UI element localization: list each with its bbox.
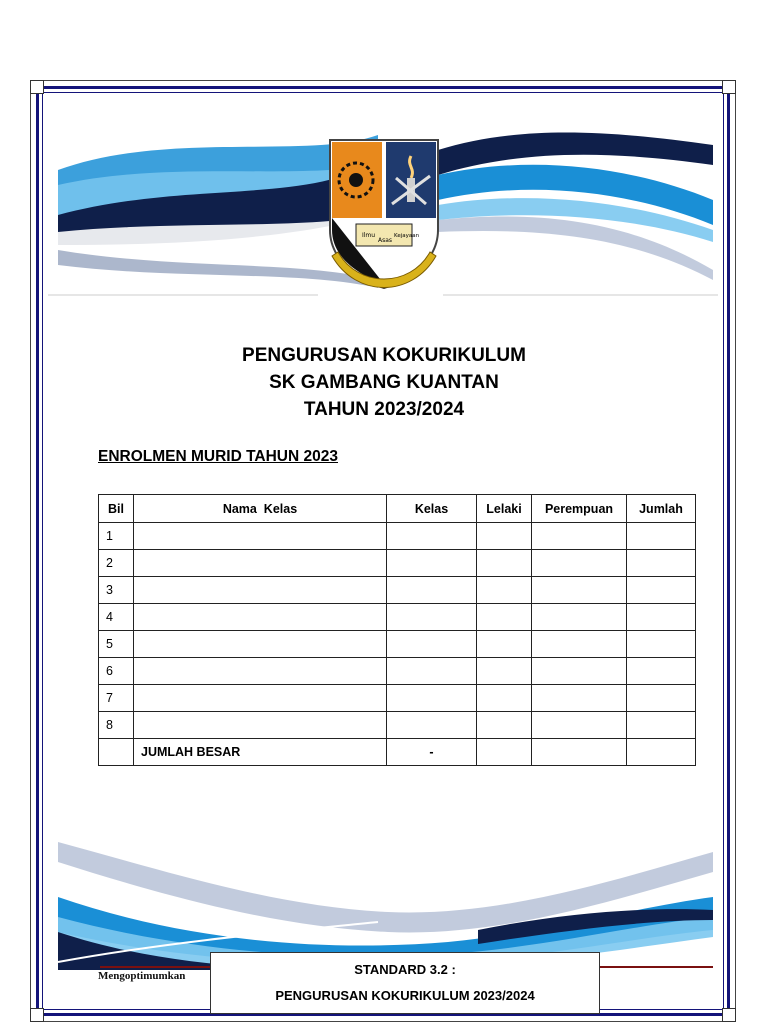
cell-lelaki[interactable] [477,631,532,658]
table-row [99,658,696,685]
cell-perempuan[interactable] [532,577,627,604]
table-row [99,523,696,550]
cell-bil-empty [99,739,134,766]
cell-bil: 2 [99,550,134,577]
document-title-line-1: PENGURUSAN KOKURIKULUM [242,345,526,366]
cell-perempuan[interactable] [532,604,627,631]
cell-kelas[interactable] [387,712,477,739]
table-row [99,577,696,604]
cell-lelaki[interactable] [477,685,532,712]
column-header-nama-kelas: Nama Kelas [134,495,387,523]
cell-jumlah[interactable] [627,631,696,658]
cell-total-kelas[interactable]: - [387,739,477,766]
cell-kelas[interactable] [387,658,477,685]
standard-title: PENGURUSAN KOKURIKULUM 2023/2024 [275,988,535,1003]
cell-jumlah[interactable] [627,577,696,604]
cell-jumlah[interactable] [627,523,696,550]
cell-nama-kelas[interactable] [134,577,387,604]
column-header-perempuan: Perempuan [532,495,627,523]
cell-bil: 5 [99,631,134,658]
cell-nama-kelas[interactable] [134,604,387,631]
column-header-lelaki: Lelaki [477,495,532,523]
cell-jumlah[interactable] [627,712,696,739]
cell-perempuan[interactable] [532,523,627,550]
corner-mark-top-right [722,80,736,94]
table-row [99,604,696,631]
enrolment-table [98,494,696,766]
cell-perempuan[interactable] [532,550,627,577]
bottom-wave-banner [48,812,718,972]
cell-kelas[interactable] [387,577,477,604]
cell-kelas[interactable] [387,523,477,550]
cell-jumlah[interactable] [627,685,696,712]
column-header-bil: Bil [99,495,134,523]
corner-mark-top-left [30,80,44,94]
cell-lelaki[interactable] [477,577,532,604]
cell-lelaki[interactable] [477,523,532,550]
cell-lelaki[interactable] [477,604,532,631]
cell-total-label: JUMLAH BESAR [134,739,387,766]
table-total-row [99,739,696,766]
cell-perempuan[interactable] [532,712,627,739]
standard-code: STANDARD 3.2 : [354,962,456,977]
column-header-kelas: Kelas [387,495,477,523]
cell-kelas[interactable] [387,685,477,712]
crest-ribbon-word-3: Kejayaan [394,233,420,239]
cell-nama-kelas[interactable] [134,631,387,658]
table-row [99,712,696,739]
cell-nama-kelas[interactable] [134,658,387,685]
cell-jumlah[interactable] [627,550,696,577]
cell-lelaki[interactable] [477,658,532,685]
document-title-line-3: TAHUN 2023/2024 [303,399,465,420]
cell-jumlah[interactable] [627,658,696,685]
cell-total-lelaki[interactable] [477,739,532,766]
cell-kelas[interactable] [387,631,477,658]
table-row [99,550,696,577]
cell-kelas[interactable] [387,604,477,631]
cell-bil: 8 [99,712,134,739]
cell-total-jumlah[interactable] [627,739,696,766]
corner-mark-bottom-left [30,1008,44,1022]
section-heading: ENROLMEN MURID TAHUN 2023 [98,448,338,465]
footer-motto-fragment: Mengoptimumkan [98,970,186,982]
cell-total-perempuan[interactable] [532,739,627,766]
cell-kelas[interactable] [387,550,477,577]
crest-ribbon-word-1: Ilmu [362,232,376,239]
cell-bil: 1 [99,523,134,550]
corner-mark-bottom-right [722,1008,736,1022]
school-crest-logo [326,138,442,300]
cell-bil: 4 [99,604,134,631]
cell-nama-kelas[interactable] [134,712,387,739]
cell-perempuan[interactable] [532,631,627,658]
cell-bil: 3 [99,577,134,604]
cell-jumlah[interactable] [627,604,696,631]
cell-perempuan[interactable] [532,685,627,712]
cell-nama-kelas[interactable] [134,550,387,577]
cell-nama-kelas[interactable] [134,685,387,712]
cell-bil: 7 [99,685,134,712]
document-title-line-2: SK GAMBANG KUANTAN [269,372,499,393]
cell-perempuan[interactable] [532,658,627,685]
cell-nama-kelas[interactable] [134,523,387,550]
cell-lelaki[interactable] [477,712,532,739]
crest-ribbon-word-2: Asas [378,237,393,244]
table-header-row [99,495,696,523]
table-row [99,685,696,712]
cell-bil: 6 [99,658,134,685]
table-row [99,631,696,658]
cell-lelaki[interactable] [477,550,532,577]
standard-label-box [210,952,600,1014]
column-header-jumlah: Jumlah [627,495,696,523]
